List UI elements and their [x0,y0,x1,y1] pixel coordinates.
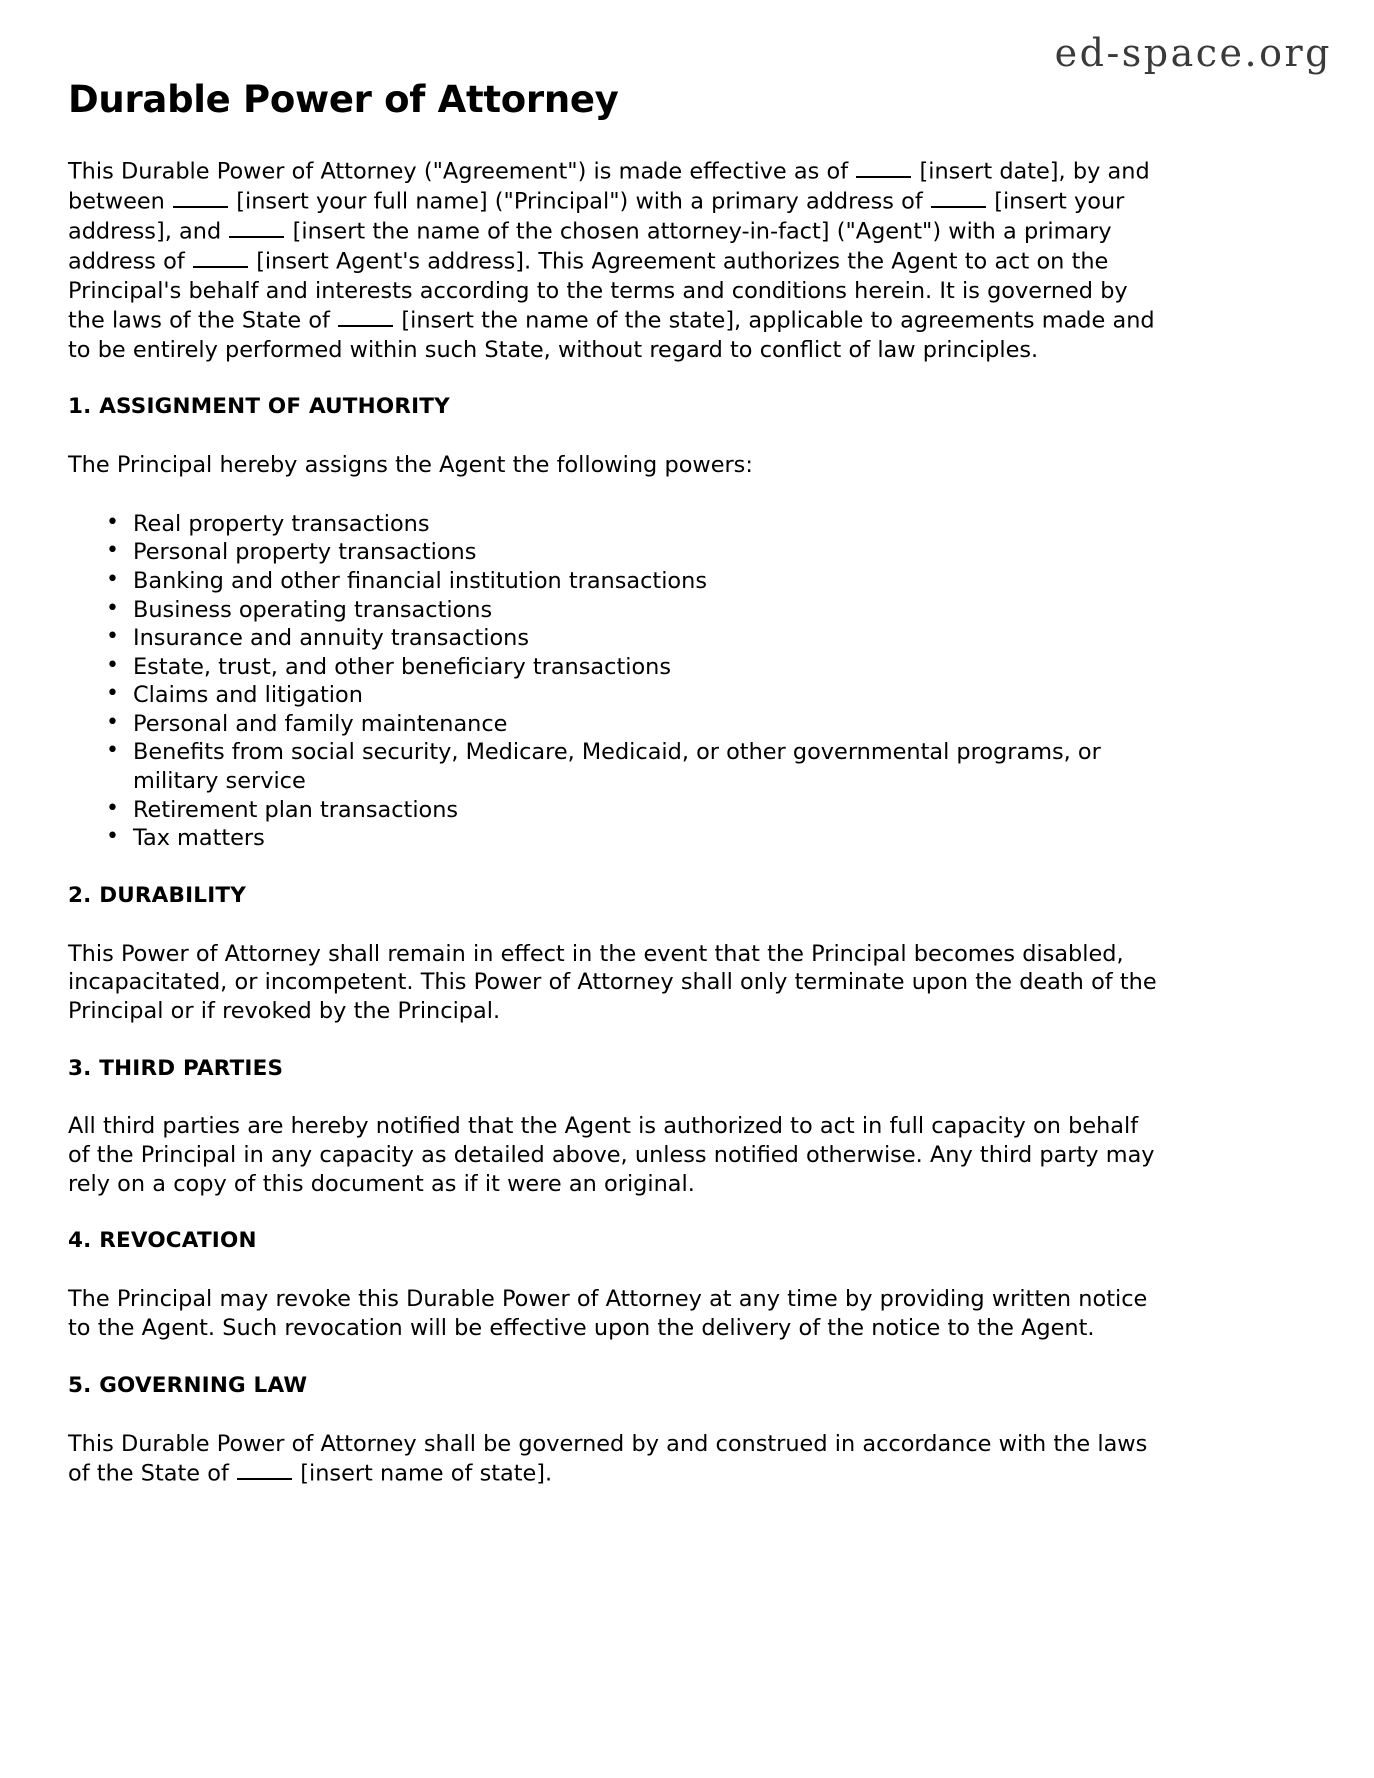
section-heading-5: 5. GOVERNING LAW [68,1372,308,1398]
list-item: • Personal and family maintenance [106,710,1158,739]
intro-paragraph: This Durable Power of Attorney ("Agreement") is made effective as of [insert date], by and between [insert your full name] ("Principal") with a primary address of [insert your address], and [insert the name of the chosen attorney-in-fact] ("Agent") with a primary address of [insert Agent's address]. This Agreement authorizes the Agent to act on the Principal's behalf and interests according to the terms and conditions herein. It is governed by the laws of the State of [insert the name of the state], applicable to agreements made and to be entirely performed within such State, without regard to conflict of law principles. [68,156,1158,365]
list-item: • Retirement plan transactions [106,796,1158,825]
list-item: • Real property transactions [106,510,1158,539]
fill-in-blank [931,185,986,208]
powers-list [68,510,1158,853]
section-heading-2: 2. DURABILITY [68,882,247,908]
page-title: Durable Power of Attorney [68,78,619,121]
fill-in-blank [173,185,228,208]
list-item: • Business operating transactions [106,596,1158,625]
fill-in-blank [338,305,393,328]
list-item: • Benefits from social security, Medicare, Medicaid, or other governmental programs, or military service [106,738,1158,795]
fill-in-blank [229,216,284,239]
section-2-body: This Power of Attorney shall remain in effect in the event that the Principal becomes disabled, incapacitated, or incompetent. This Power of Attorney shall only terminate upon the death of the Principal or if revoked by the Principal. [68,940,1157,1024]
section-5-body: This Durable Power of Attorney shall be governed by and construed in accordance with the laws of the State of [insert name of state]. [68,1430,1148,1487]
list-item: • Personal property transactions [106,538,1158,567]
list-item: • Claims and litigation [106,681,1158,710]
section-4-body: The Principal may revoke this Durable Power of Attorney at any time by providing written notice to the Agent. Such revocation will be effective upon the delivery of the notice to the Agent. [68,1286,1148,1341]
section-heading-3: 3. THIRD PARTIES [68,1055,284,1081]
fill-in-blank [856,155,911,178]
list-item: • Insurance and annuity transactions [106,624,1158,653]
section-1-intro: The Principal hereby assigns the Agent the following powers: [68,452,753,479]
list-item: • Tax matters [106,824,1158,853]
list-item: • Estate, trust, and other beneficiary transactions [106,653,1158,682]
list-item: • Banking and other financial institution transactions [106,567,1158,596]
document-content [68,78,1158,1518]
fill-in-blank [237,1458,292,1481]
section-heading-1: 1. ASSIGNMENT OF AUTHORITY [68,394,450,420]
section-3-body: All third parties are hereby notified that the Agent is authorized to act in full capacity on behalf of the Principal in any capacity as detailed above, unless notified otherwise. Any third party may rely on a copy of this document as if it were an original. [68,1113,1155,1197]
site-watermark: ed-space.org [1054,31,1332,75]
section-heading-4: 4. REVOCATION [68,1228,257,1254]
fill-in-blank [193,246,248,269]
